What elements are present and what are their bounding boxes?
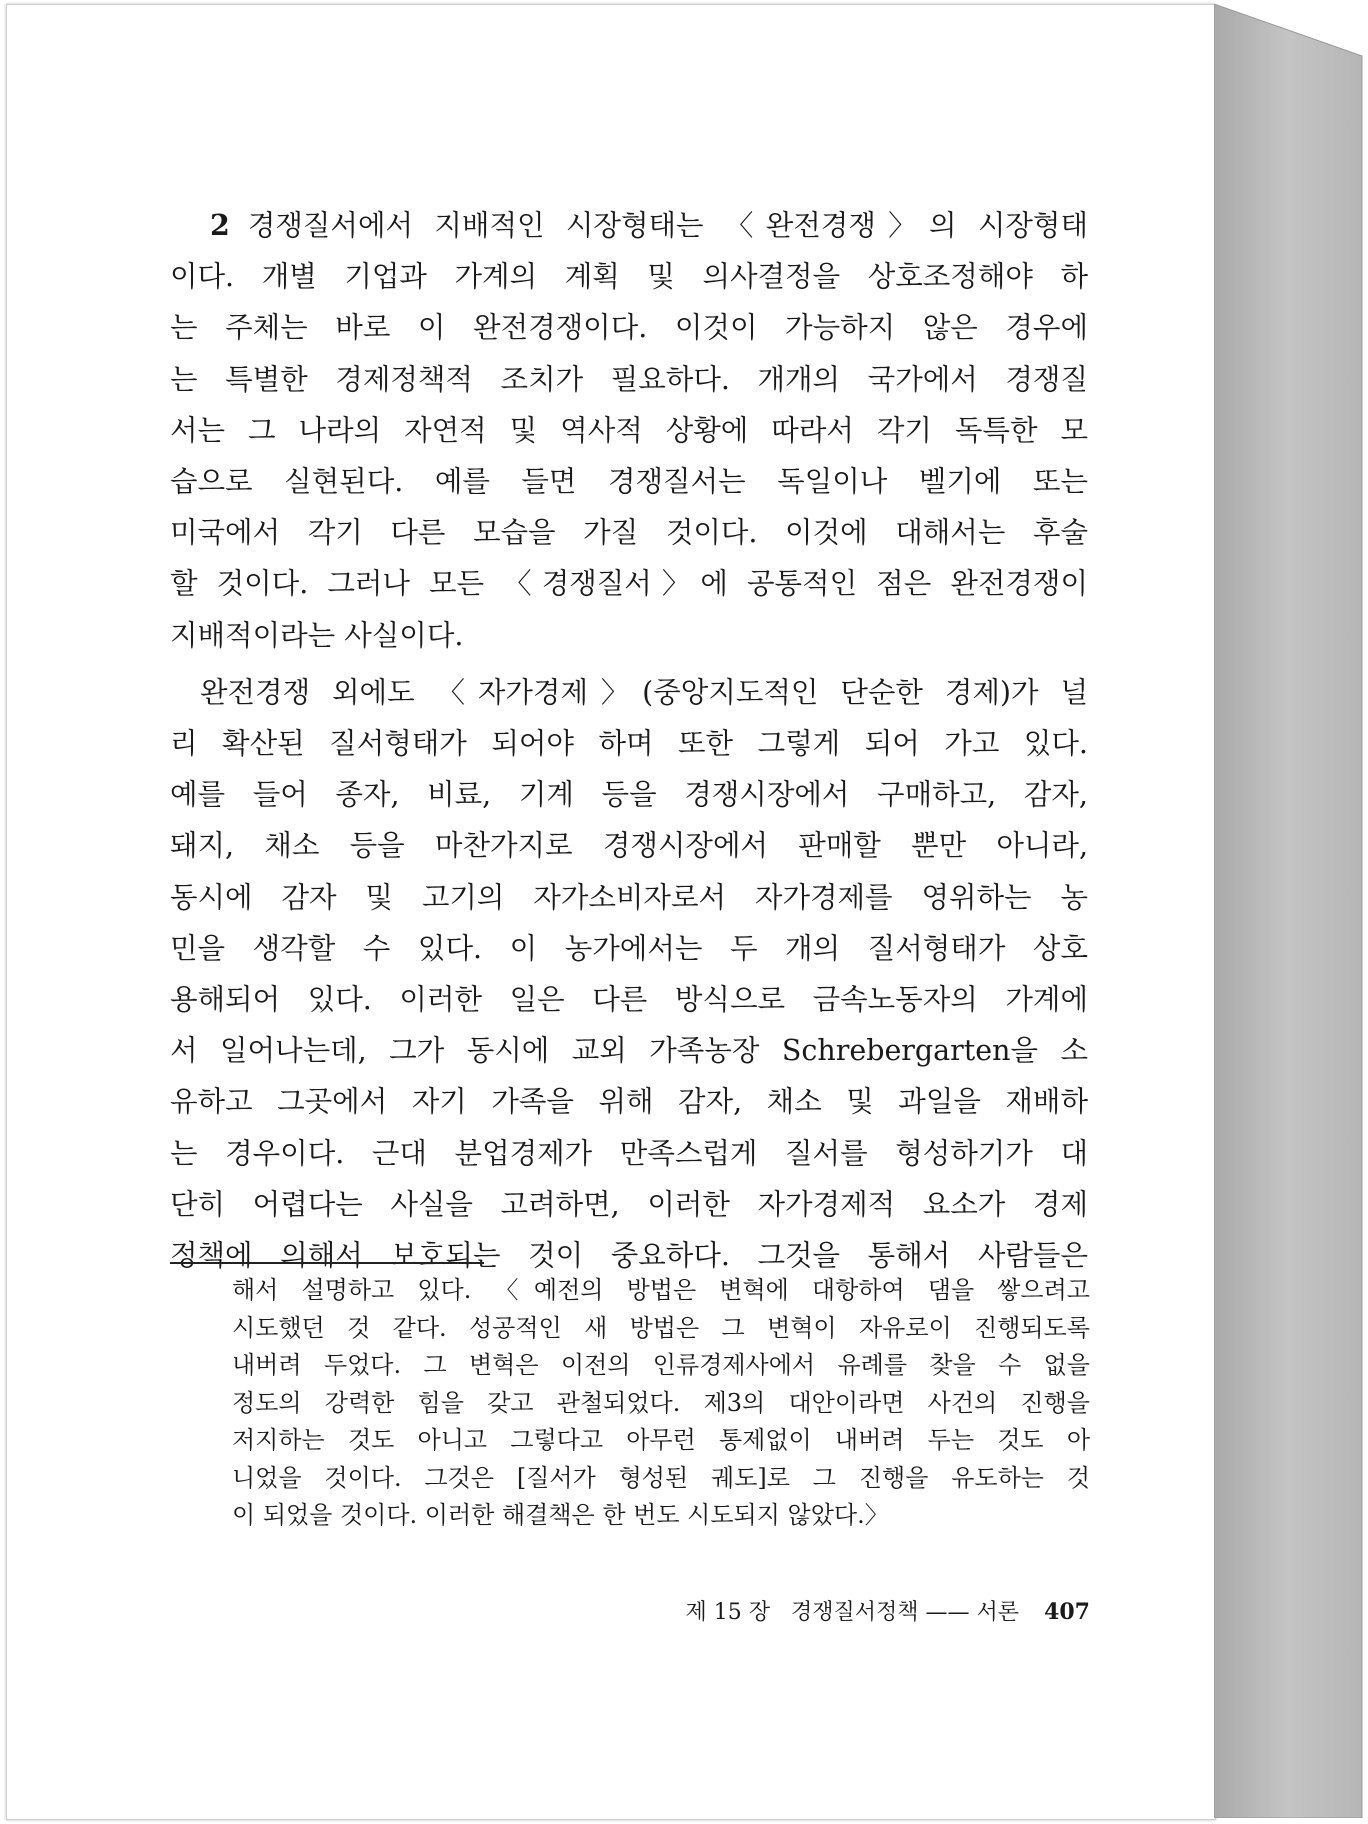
- text-line: 예를 들어 종자, 비료, 기계 등을 경쟁시장에서 구매하고, 감자,: [170, 778, 1088, 812]
- text-line: 습으로 실현된다. 예를 들면 경쟁질서는 독일이나 벨기에 또는: [170, 465, 1088, 499]
- page-number: 407: [1044, 1599, 1090, 1625]
- text-line: 단히 어렵다는 사실을 고려하면, 이러한 자가경제적 요소가 경제: [170, 1187, 1088, 1221]
- text-line: 동시에 감자 및 고기의 자가소비자로서 자가경제를 영위하는 농: [170, 880, 1088, 914]
- footnote-line: 니었을 것이다. 그것은 [질서가 형성된 궤도]로 그 진행을 유도하는 것: [232, 1463, 1090, 1492]
- running-footer: [650, 1595, 1090, 1626]
- footnote-line: 저지하는 것도 아니고 그렇다고 아무런 통제없이 내버려 두는 것도 아: [232, 1426, 1090, 1454]
- text-line: 유하고 그곳에서 자기 가족을 위해 감자, 채소 및 과일을 재배하: [170, 1085, 1088, 1119]
- footnote-divider: [170, 1262, 484, 1264]
- text-line: 는 주체는 바로 이 완전경쟁이다. 이것이 가능하지 않은 경우에: [170, 311, 1088, 345]
- text-line: 할 것이다. 그러나 모든 〈경쟁질서〉에 공통적인 점은 완전경쟁이: [170, 567, 1088, 601]
- text-line: 지배적이라는 사실이다.: [170, 618, 464, 652]
- text-line: 정책에 의해서 보호되는 것이 중요하다. 그것을 통해서 사람들은: [170, 1239, 1088, 1273]
- text-line: 는 특별한 경제정책적 조치가 필요하다. 개개의 국가에서 경쟁질: [170, 362, 1088, 396]
- footnote-line: 해서 설명하고 있다. 〈예전의 방법은 변혁에 대항하여 댐을 쌓으려고: [232, 1276, 1090, 1304]
- chapter-label: 제 15 장: [685, 1600, 771, 1625]
- footnote-line: 시도했던 것 같다. 성공적인 새 방법은 그 변혁이 자유로이 진행되도록: [232, 1313, 1090, 1342]
- text-line: 는 경우이다. 근대 분업경제가 만족스럽게 질서를 형성하기가 대: [170, 1136, 1088, 1170]
- chapter-title: 경쟁질서정책 —— 서론: [791, 1600, 1020, 1625]
- text-line: 서는 그 나라의 자연적 및 역사적 상황에 따라서 각기 독특한 모: [170, 413, 1088, 447]
- text-line: 완전경쟁 외에도 〈자가경제〉(중앙지도적인 단순한 경제)가 널: [200, 675, 1088, 709]
- footnote: [232, 1272, 1090, 1535]
- paragraph-1: [170, 200, 1088, 661]
- text-line: 리 확산된 질서형태가 되어야 하며 또한 그렇게 되어 가고 있다.: [170, 727, 1088, 761]
- text-line: 이다. 개별 기업과 가계의 계획 및 의사결정을 상호조정해야 하: [170, 260, 1088, 294]
- text-line: 경쟁질서에서 지배적인 시장형태는 〈완전경쟁〉의 시장형태: [247, 209, 1088, 242]
- footnote-line: 정도의 강력한 힘을 갖고 관철되었다. 제3의 대안이라면 사건의 진행을: [232, 1388, 1090, 1417]
- text-line: 미국에서 각기 다른 모습을 가질 것이다. 이것에 대해서는 후술: [170, 516, 1088, 550]
- section-number: 2: [210, 208, 230, 242]
- text-line: 돼지, 채소 등을 마찬가지로 경쟁시장에서 판매할 뿐만 아니라,: [170, 829, 1088, 863]
- text-line: 민을 생각할 수 있다. 이 농가에서는 두 개의 질서형태가 상호: [170, 931, 1088, 965]
- footnote-line: 이 되었을 것이다. 이러한 해결책은 한 번도 시도되지 않았다.〉: [232, 1501, 889, 1529]
- paragraph-2: [170, 667, 1088, 1281]
- body-text: [170, 200, 1088, 1281]
- text-line: 용해되어 있다. 이러한 일은 다른 방식으로 금속노동자의 가계에: [170, 983, 1088, 1017]
- text-line: 서 일어나는데, 그가 동시에 교외 가족농장 Schrebergarten을 소: [170, 1034, 1088, 1068]
- book-side-edge: [1214, 4, 1364, 1818]
- footnote-line: 내버려 두었다. 그 변혁은 이전의 인류경제사에서 유례를 찾을 수 없을: [232, 1351, 1090, 1379]
